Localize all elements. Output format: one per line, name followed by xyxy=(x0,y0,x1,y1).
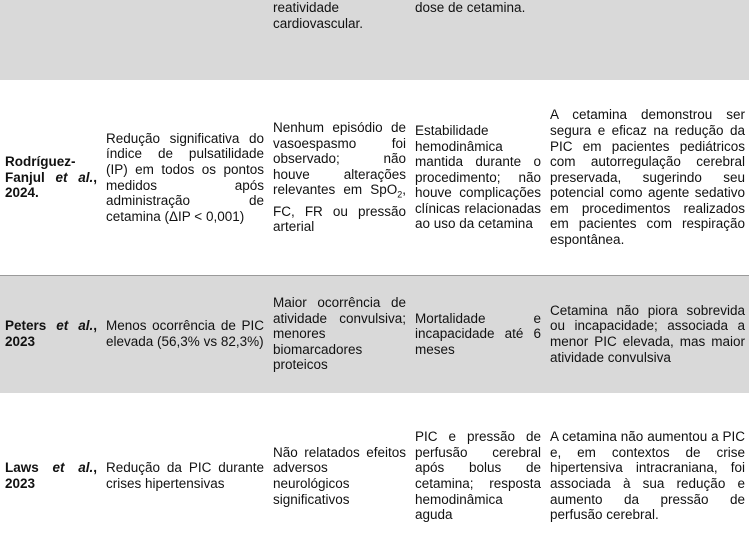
table-row xyxy=(0,275,749,393)
cell-adverse-effects: reatividade cardiovascular. xyxy=(268,0,410,80)
cell-conclusion: A cetamina demonstrou ser segura e eficaz na redução da PIC em pacientes pediátricos com autorregulação cerebral preservada, sugerindo seu potencial como agente sedativo em procedimentos realizados em pacientes com respiração espontânea. xyxy=(545,80,749,275)
study-cell xyxy=(0,80,101,275)
table-row xyxy=(0,80,749,275)
study-etal: et al. xyxy=(55,169,94,185)
study-author: Rodríguez-Fanjul xyxy=(5,154,76,185)
study-author: Laws xyxy=(5,460,53,476)
cell-conclusion: Cetamina não piora sobrevida ou incapacidade; associada a menor PIC elevada, mas maior atividade convulsiva xyxy=(545,275,749,393)
study-author: Peters xyxy=(5,318,57,334)
cell-adverse-effects xyxy=(268,80,410,275)
cell-adverse-effects: Não relatados efeitos adversos neurológicos significativos xyxy=(268,393,410,559)
adverse-text-start: Nenhum episódio de vasoespasmo foi observado; não houve alterações relevantes em SpO xyxy=(273,120,406,198)
cell-icp-effect: Redução da PIC durante crises hipertensivas xyxy=(101,393,268,559)
cell-outcomes: Mortalidade e incapacidade até 6 meses xyxy=(410,275,545,393)
study-etal: et al. xyxy=(52,460,94,476)
cell-outcomes: dose de cetamina. xyxy=(410,0,545,80)
cell-conclusion: A cetamina não aumentou a PIC e, em contextos de crise hipertensiva intracraniana, foi associada à sua redução e aumento da pressão de perfusão cerebral. xyxy=(545,393,749,559)
study-etal: et al. xyxy=(56,318,94,334)
study-year: , 2023 xyxy=(5,318,97,349)
study-year: , 2023 xyxy=(5,460,98,491)
cell-icp-effect xyxy=(101,0,268,80)
adverse-text-end: , FC, FR ou pressão arterial xyxy=(273,182,406,235)
adverse-subscript: 2 xyxy=(397,190,403,201)
cell-icp-effect: Redução significativa do índice de pulsatilidade (IP) em todos os pontos medidos após administração de cetamina (ΔIP < 0,001) xyxy=(101,80,268,275)
table-row xyxy=(0,0,749,80)
study-cell xyxy=(0,393,101,559)
study-year: , 2024. xyxy=(5,169,97,201)
table-row xyxy=(0,393,749,559)
cell-outcomes: PIC e pressão de perfusão cerebral após bolus de cetamina; resposta hemodinâmica aguda xyxy=(410,393,545,559)
cell-adverse-effects: Maior ocorrência de atividade convulsiva; menores biomarcadores proteicos xyxy=(268,275,410,393)
study-cell xyxy=(0,275,101,393)
cell-conclusion xyxy=(545,0,749,80)
cell-outcomes: Estabilidade hemodinâmica mantida durante o procedimento; não houve complicações clínicas relacionadas ao uso da cetamina xyxy=(410,80,545,275)
cell-icp-effect: Menos ocorrência de PIC elevada (56,3% vs 82,3%) xyxy=(101,275,268,393)
study-cell xyxy=(0,0,101,80)
